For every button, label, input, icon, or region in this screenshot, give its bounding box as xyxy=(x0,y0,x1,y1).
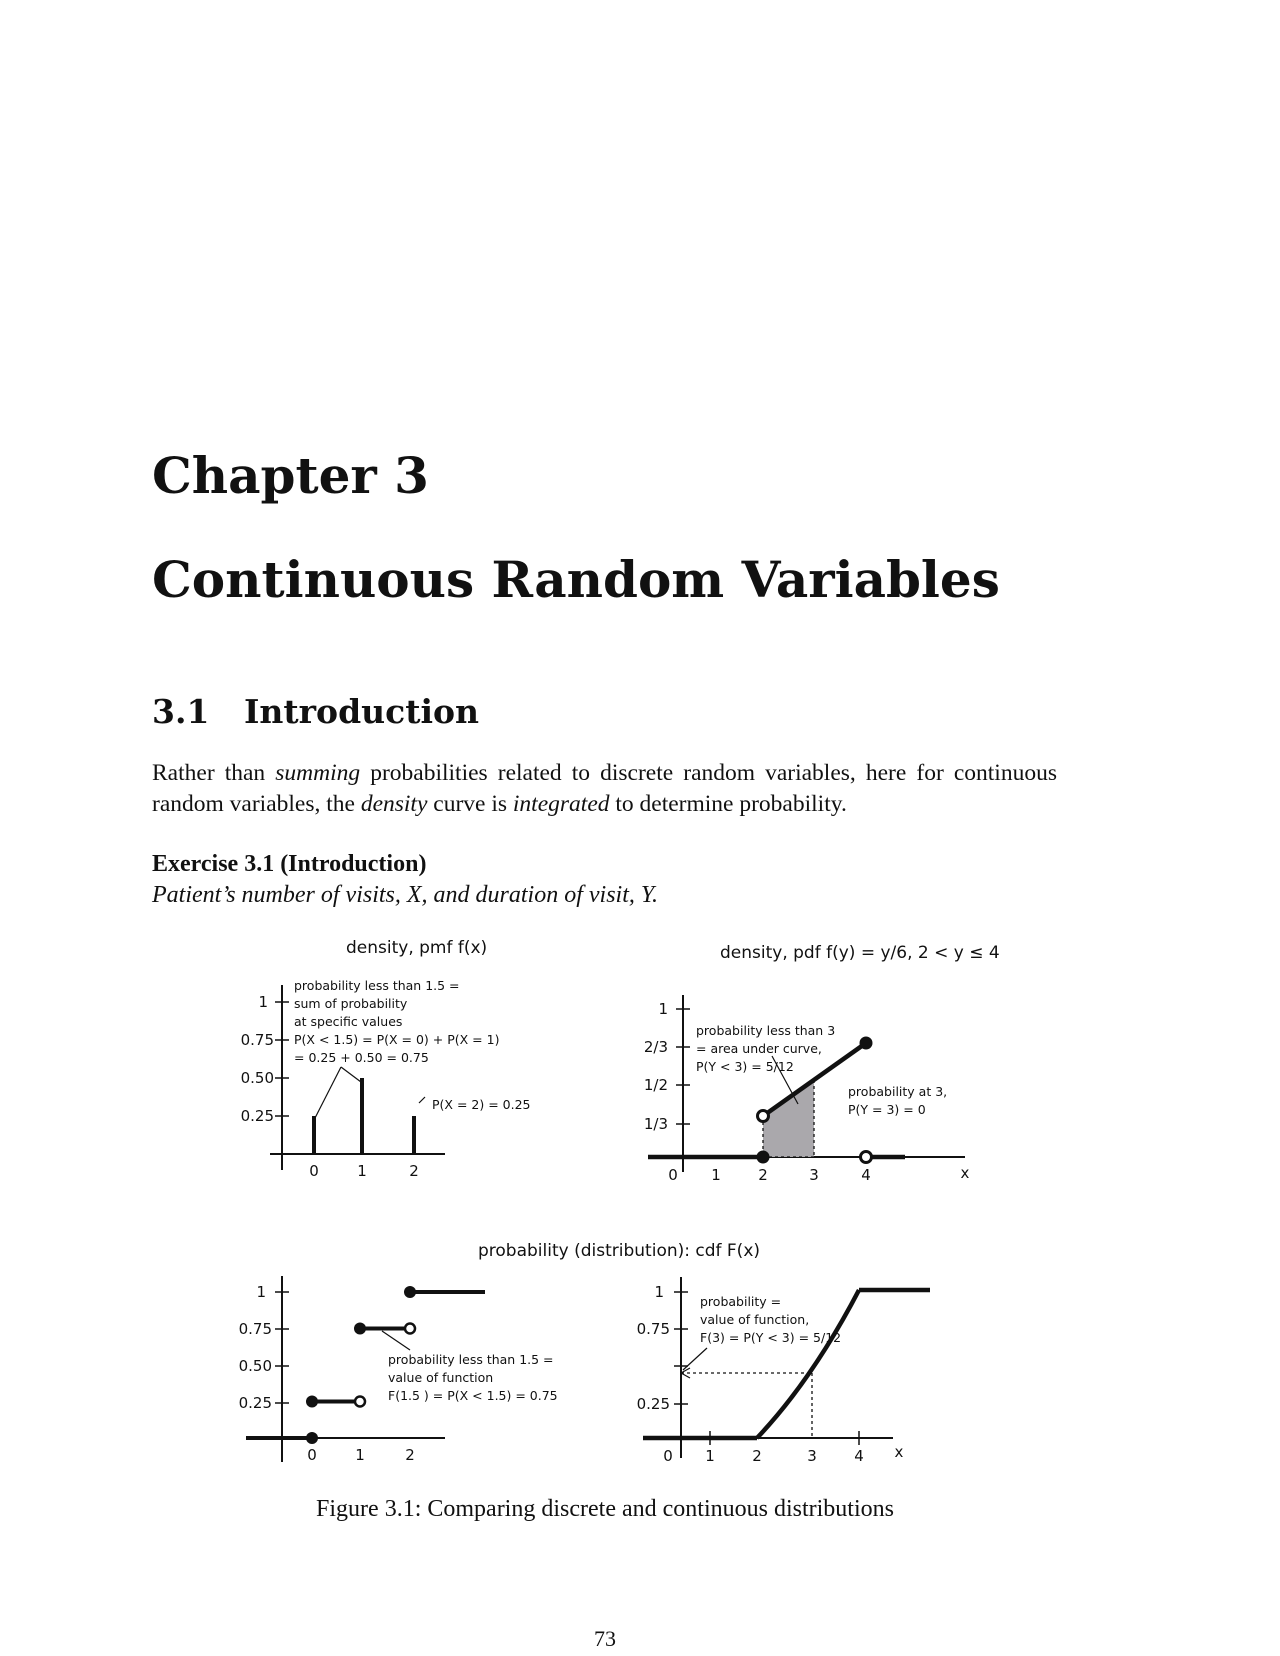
chapter-title: Continuous Random Variables xyxy=(152,550,1000,609)
intro-emphasis-integrated: integrated xyxy=(512,791,610,817)
intro-text-2: probabilities related to discrete random variables, here for continuous random variables, the xyxy=(152,760,1057,817)
cdf-continuous-annotation: probability = value of function, F(3) = P(Y < 3) = 5/12 xyxy=(700,1294,842,1345)
cdf-continuous-x-tick: 3 xyxy=(807,1447,817,1465)
pmf-y-tick: 0.25 xyxy=(240,1107,274,1125)
pdf-title: density, pdf f(y) = y/6, 2 < y ≤ 4 xyxy=(720,943,1000,963)
cdf-continuous-y-tick: 1 xyxy=(654,1283,664,1301)
cdf-discrete-annotation: probability less than 1.5 = value of function F(1.5 ) = P(X < 1.5) = 0.75 xyxy=(388,1352,558,1403)
pdf-shaded-area xyxy=(763,1080,814,1157)
cdf-discrete-x-tick: 2 xyxy=(405,1446,415,1464)
pdf-x-tick: 0 xyxy=(668,1166,678,1184)
intro-emphasis-density: density xyxy=(360,791,428,817)
cdf-discrete-y-tick: 0.50 xyxy=(238,1357,272,1375)
cdf-continuous-x-label: x xyxy=(894,1443,904,1461)
intro-text-4: to determine probability. xyxy=(609,791,847,817)
pdf-y-tick: 1 xyxy=(658,1000,668,1018)
cdf-step-closed-point xyxy=(404,1286,416,1298)
exercise-title: Exercise 3.1 (Introduction) xyxy=(152,851,427,877)
chapter-label: Chapter 3 xyxy=(152,446,429,505)
pdf-closed-point xyxy=(757,1151,770,1164)
cdf-continuous-y-tick: 0.75 xyxy=(636,1320,670,1338)
pdf-panel xyxy=(644,943,1000,1184)
page-number: 73 xyxy=(594,1626,616,1651)
intro-emphasis-summing: summing xyxy=(275,760,361,786)
section-title: Introduction xyxy=(244,692,480,731)
pdf-annotation-point: probability at 3, P(Y = 3) = 0 xyxy=(848,1084,948,1117)
pmf-title: density, pmf f(x) xyxy=(346,938,488,958)
pmf-pointer xyxy=(314,1067,341,1120)
pmf-label-x2: P(X = 2) = 0.25 xyxy=(432,1097,531,1112)
pdf-annotation-area: probability less than 3 = area under curve, P(Y < 3) = 5/12 xyxy=(696,1023,836,1074)
pmf-y-tick: 0.75 xyxy=(240,1031,274,1049)
cdf-step-closed-point xyxy=(354,1323,366,1335)
cdf-step-closed-point xyxy=(306,1432,318,1444)
cdf-continuous-x-tick: 4 xyxy=(854,1447,864,1465)
intro-text-1: Rather than xyxy=(152,760,276,786)
pmf-pointer xyxy=(419,1097,425,1103)
cdf-title: probability (distribution): cdf F(x) xyxy=(478,1241,761,1261)
pdf-x-label: x xyxy=(960,1164,970,1182)
cdf-continuous-x-tick: 2 xyxy=(752,1447,762,1465)
intro-text-3: curve is xyxy=(427,791,513,817)
pdf-x-tick: 1 xyxy=(711,1166,721,1184)
cdf-discrete-y-tick: 0.25 xyxy=(238,1394,272,1412)
pmf-y-tick: 0.50 xyxy=(240,1069,274,1087)
pdf-x-tick: 4 xyxy=(861,1166,871,1184)
cdf-discrete-x-tick: 1 xyxy=(355,1446,365,1464)
cdf-discrete-y-tick: 0.75 xyxy=(238,1320,272,1338)
exercise-description: Patient’s number of visits, X, and duration of visit, Y. xyxy=(152,882,659,908)
cdf-continuous-y-tick: 0.25 xyxy=(636,1395,670,1413)
pmf-x-tick: 0 xyxy=(309,1162,319,1180)
pdf-closed-point xyxy=(860,1037,873,1050)
cdf-step-closed-point xyxy=(306,1396,318,1408)
pdf-x-tick: 2 xyxy=(758,1166,768,1184)
pdf-open-point xyxy=(758,1111,769,1122)
section-number: 3.1 xyxy=(152,692,210,731)
cdf-continuous-pointer xyxy=(683,1348,707,1370)
cdf-discrete-x-tick: 0 xyxy=(307,1446,317,1464)
pmf-x-tick: 2 xyxy=(409,1162,419,1180)
pmf-y-tick: 1 xyxy=(258,993,268,1011)
cdf-step-open-point xyxy=(355,1397,365,1407)
pmf-x-tick: 1 xyxy=(357,1162,367,1180)
cdf-continuous-x-tick: 0 xyxy=(663,1447,673,1465)
cdf-continuous-x-tick: 1 xyxy=(705,1447,715,1465)
cdf-continuous-panel xyxy=(637,1277,930,1465)
cdf-step-open-point xyxy=(405,1324,415,1334)
pmf-panel xyxy=(241,938,531,1180)
cdf-discrete-panel xyxy=(239,1276,558,1464)
pdf-y-tick: 1/2 xyxy=(643,1076,668,1094)
cdf-discrete-pointer xyxy=(382,1331,410,1350)
pmf-pointer xyxy=(341,1067,361,1082)
pmf-annotation: probability less than 1.5 = sum of probability at specific values P(X < 1.5) = P(X = 0) + P(X = 1) = 0.25 + 0.50 = 0.75 xyxy=(294,978,500,1065)
pdf-y-tick: 2/3 xyxy=(643,1038,668,1056)
pdf-open-point xyxy=(861,1152,872,1163)
figure-caption: Figure 3.1: Comparing discrete and continuous distributions xyxy=(316,1496,894,1522)
pdf-x-tick: 3 xyxy=(809,1166,819,1184)
cdf-discrete-y-tick: 1 xyxy=(256,1283,266,1301)
pdf-y-tick: 1/3 xyxy=(643,1115,668,1133)
